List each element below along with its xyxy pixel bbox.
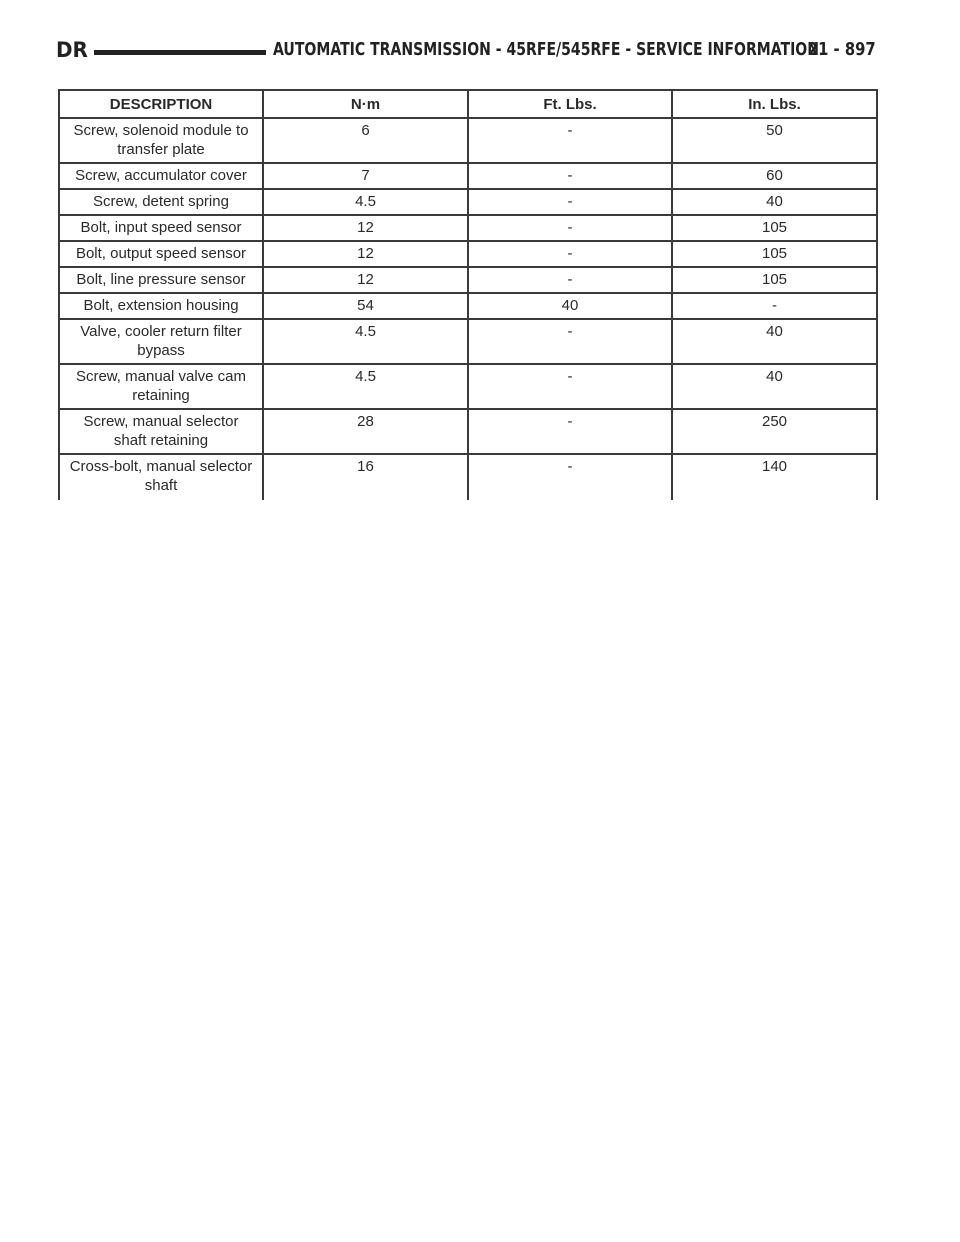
table-row — [59, 364, 877, 409]
header-rule — [94, 50, 266, 55]
cell-in-lbs: 40 — [672, 364, 877, 409]
page-number: 21 - 897 — [808, 39, 876, 60]
cell-ft-lbs: - — [468, 215, 672, 241]
cell-nm: 28 — [263, 409, 468, 454]
cell-nm: 4.5 — [263, 364, 468, 409]
column-header-nm: N·m — [263, 90, 468, 118]
cell-in-lbs: 105 — [672, 267, 877, 293]
cell-description: Screw, manual valve cam retaining — [59, 364, 263, 409]
cell-nm: 54 — [263, 293, 468, 319]
torque-spec-table — [58, 89, 878, 500]
cell-nm: 12 — [263, 241, 468, 267]
cell-nm: 4.5 — [263, 319, 468, 364]
page-title: AUTOMATIC TRANSMISSION - 45RFE/545RFE - SERVICE INFORMATION — [273, 39, 819, 60]
cell-nm: 7 — [263, 163, 468, 189]
cell-ft-lbs: - — [468, 241, 672, 267]
cell-description: Bolt, line pressure sensor — [59, 267, 263, 293]
page-header — [56, 38, 876, 66]
table-row — [59, 163, 877, 189]
table-header-row — [59, 90, 877, 118]
cell-in-lbs: 40 — [672, 319, 877, 364]
cell-nm: 12 — [263, 215, 468, 241]
column-header-description: DESCRIPTION — [59, 90, 263, 118]
cell-ft-lbs: 40 — [468, 293, 672, 319]
cell-description: Cross-bolt, manual selector shaft — [59, 454, 263, 500]
section-code: DR — [56, 38, 88, 62]
cell-description: Valve, cooler return filter bypass — [59, 319, 263, 364]
cell-description: Bolt, extension housing — [59, 293, 263, 319]
cell-in-lbs: 140 — [672, 454, 877, 500]
table-row — [59, 319, 877, 364]
cell-ft-lbs: - — [468, 454, 672, 500]
cell-ft-lbs: - — [468, 319, 672, 364]
cell-nm: 16 — [263, 454, 468, 500]
cell-nm: 4.5 — [263, 189, 468, 215]
cell-description: Screw, detent spring — [59, 189, 263, 215]
table-row — [59, 118, 877, 163]
table-row — [59, 189, 877, 215]
table-row — [59, 293, 877, 319]
cell-ft-lbs: - — [468, 118, 672, 163]
cell-description: Screw, manual selector shaft retaining — [59, 409, 263, 454]
cell-ft-lbs: - — [468, 163, 672, 189]
cell-ft-lbs: - — [468, 267, 672, 293]
cell-ft-lbs: - — [468, 364, 672, 409]
cell-in-lbs: 60 — [672, 163, 877, 189]
cell-description: Bolt, output speed sensor — [59, 241, 263, 267]
table-row — [59, 454, 877, 500]
cell-description: Screw, accumulator cover — [59, 163, 263, 189]
cell-in-lbs: 105 — [672, 241, 877, 267]
cell-nm: 12 — [263, 267, 468, 293]
table-row — [59, 215, 877, 241]
table-row — [59, 241, 877, 267]
cell-description: Screw, solenoid module to transfer plate — [59, 118, 263, 163]
cell-ft-lbs: - — [468, 189, 672, 215]
cell-in-lbs: 105 — [672, 215, 877, 241]
table-row — [59, 409, 877, 454]
cell-in-lbs: 50 — [672, 118, 877, 163]
cell-in-lbs: 250 — [672, 409, 877, 454]
column-header-in-lbs: In. Lbs. — [672, 90, 877, 118]
cell-ft-lbs: - — [468, 409, 672, 454]
cell-in-lbs: - — [672, 293, 877, 319]
cell-description: Bolt, input speed sensor — [59, 215, 263, 241]
cell-in-lbs: 40 — [672, 189, 877, 215]
column-header-ft-lbs: Ft. Lbs. — [468, 90, 672, 118]
table-row — [59, 267, 877, 293]
cell-nm: 6 — [263, 118, 468, 163]
